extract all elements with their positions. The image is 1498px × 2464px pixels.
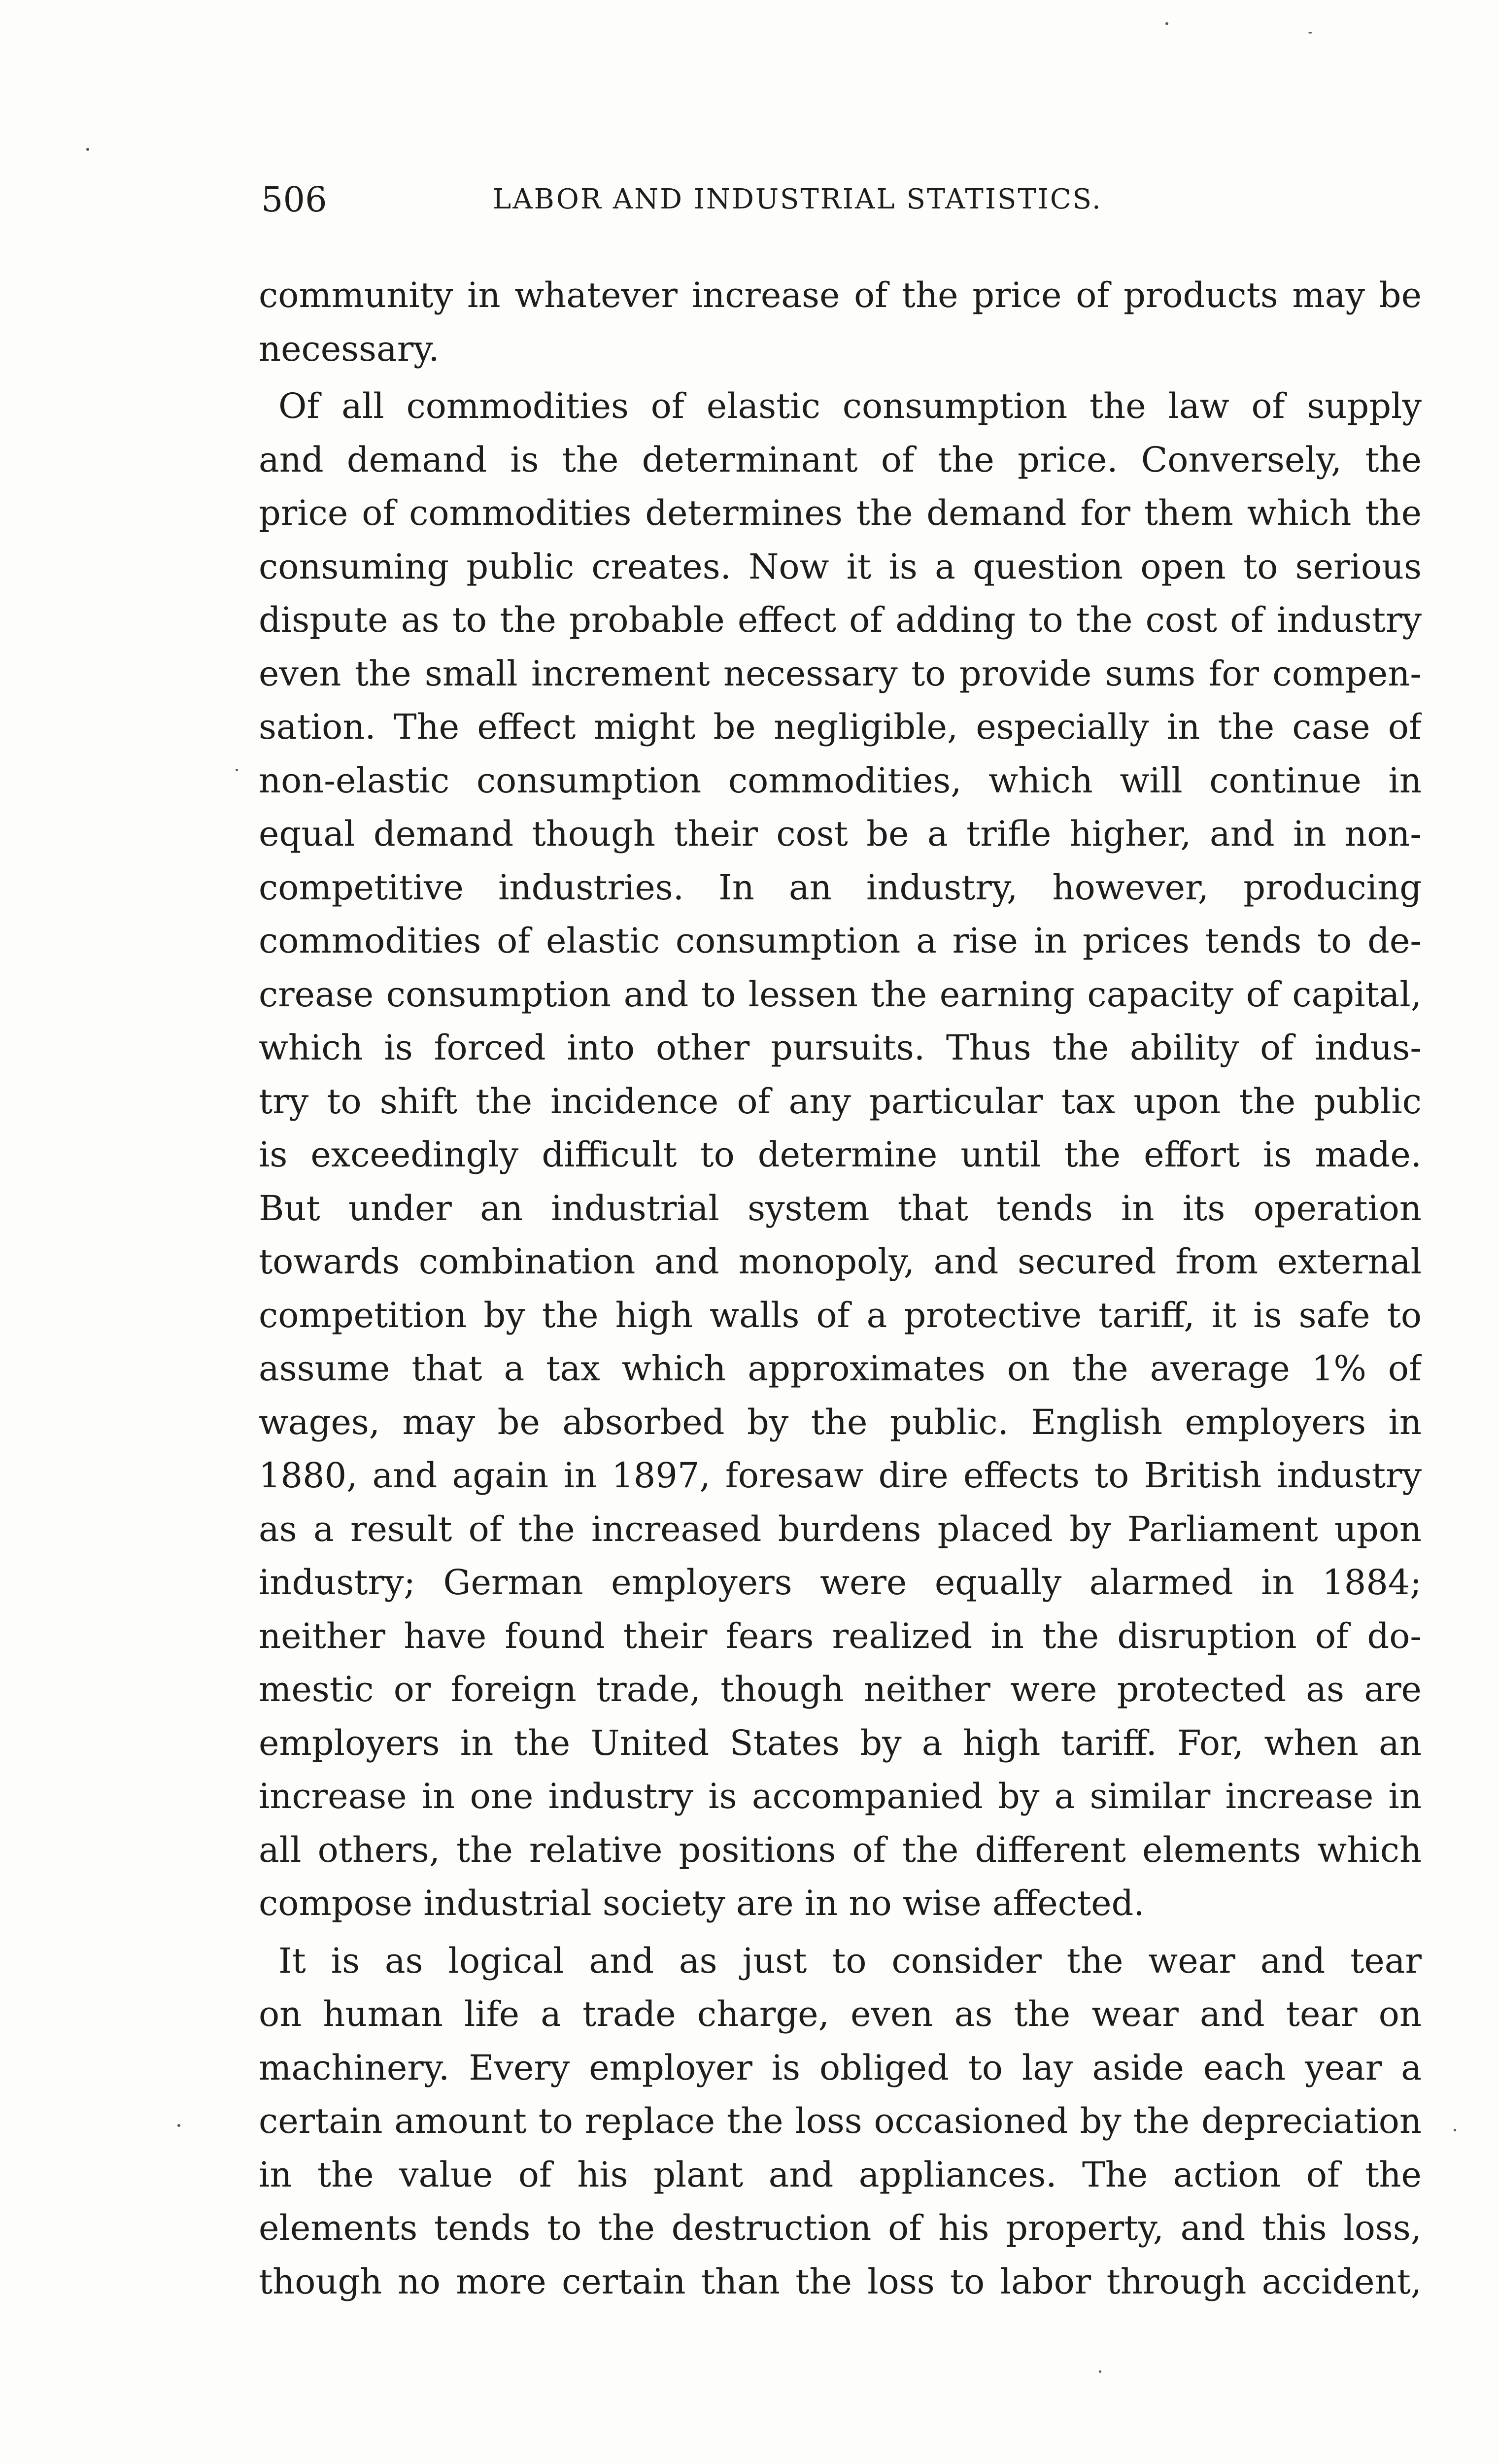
text-line: sation. The effect might be negligible, especially in the case of bbox=[259, 707, 1422, 747]
scan-speck bbox=[177, 2124, 180, 2127]
running-title: LABOR AND INDUSTRIAL STATISTICS. bbox=[493, 183, 1102, 215]
text-line: Of all commodities of elastic consumption the law of supply bbox=[278, 386, 1422, 426]
text-line: But under an industrial system that tends in its operation bbox=[259, 1188, 1422, 1229]
text-line: consuming public creates. Now it is a question open to serious bbox=[259, 546, 1422, 587]
scan-speck bbox=[236, 769, 238, 771]
text-line: It is as logical and as just to consider the wear and tear bbox=[278, 1940, 1422, 1981]
text-line: elements tends to the destruction of his property, and this loss, bbox=[259, 2208, 1422, 2248]
text-line: mestic or foreign trade, though neither were protected as are bbox=[259, 1669, 1422, 1710]
text-line: towards combination and monopoly, and secured from external bbox=[259, 1241, 1422, 1282]
paragraph-gap bbox=[259, 1930, 1422, 1934]
text-line: is exceedingly difficult to determine until the effort is made. bbox=[259, 1134, 1422, 1175]
text-line: price of commodities determines the demand for them which the bbox=[259, 493, 1422, 533]
paragraph bbox=[259, 269, 1422, 376]
text-line: and demand is the determinant of the price. Conversely, the bbox=[259, 439, 1422, 480]
scan-speck bbox=[1308, 32, 1312, 34]
text-line: all others, the relative positions of the different elements which bbox=[259, 1829, 1422, 1870]
text-line: on human life a trade charge, even as the wear and tear on bbox=[259, 1994, 1422, 2034]
scan-speck bbox=[86, 148, 89, 151]
text-line: equal demand though their cost be a trifle higher, and in non- bbox=[259, 814, 1422, 854]
body-text bbox=[259, 269, 1422, 2308]
text-line: industry; German employers were equally alarmed in 1884; bbox=[259, 1562, 1422, 1603]
page-number: 506 bbox=[261, 179, 327, 220]
text-line: increase in one industry is accompanied by a similar increase in bbox=[259, 1776, 1422, 1816]
text-line: community in whatever increase of the price of products may be bbox=[259, 275, 1422, 315]
text-line: dispute as to the probable effect of adding to the cost of industry bbox=[259, 600, 1422, 640]
text-line: though no more certain than the loss to labor through accident, bbox=[259, 2261, 1422, 2302]
text-line: compose industrial society are in no wise affected. bbox=[259, 1883, 1145, 1923]
scan-speck bbox=[1165, 22, 1168, 25]
text-line: wages, may be absorbed by the public. English employers in bbox=[259, 1402, 1422, 1442]
text-line: employers in the United States by a high tariff. For, when an bbox=[259, 1722, 1422, 1763]
text-line: necessary. bbox=[259, 328, 440, 369]
text-line: 1880, and again in 1897, foresaw dire effects to British industry bbox=[259, 1455, 1422, 1496]
text-line: neither have found their fears realized in the disruption of do- bbox=[259, 1615, 1422, 1656]
text-line: even the small increment necessary to provide sums for compen- bbox=[259, 653, 1422, 694]
paragraph-gap bbox=[259, 376, 1422, 379]
page-header bbox=[261, 172, 1197, 227]
text-line: certain amount to replace the loss occasioned by the depreciation bbox=[259, 2101, 1422, 2141]
text-line: as a result of the increased burdens placed by Parliament upon bbox=[259, 1508, 1422, 1549]
text-line: in the value of his plant and appliances. The action of the bbox=[259, 2154, 1422, 2195]
text-line: machinery. Every employer is obliged to lay aside each year a bbox=[259, 2047, 1422, 2088]
text-line: assume that a tax which approximates on the average 1% of bbox=[259, 1348, 1422, 1389]
scan-speck bbox=[1099, 2370, 1101, 2373]
paragraph bbox=[259, 1934, 1422, 2309]
text-line: competitive industries. In an industry, however, producing bbox=[259, 867, 1422, 908]
text-line: crease consumption and to lessen the earning capacity of capital, bbox=[259, 974, 1422, 1015]
text-line: competition by the high walls of a protective tariff, it is safe to bbox=[259, 1295, 1422, 1335]
text-line: try to shift the incidence of any particular tax upon the public bbox=[259, 1081, 1422, 1122]
text-line: which is forced into other pursuits. Thus the ability of indus- bbox=[259, 1027, 1422, 1068]
paragraph bbox=[259, 379, 1422, 1930]
text-line: non-elastic consumption commodities, which will continue in bbox=[259, 760, 1422, 801]
scan-speck bbox=[1454, 2129, 1456, 2131]
text-line: commodities of elastic consumption a rise in prices tends to de- bbox=[259, 921, 1422, 961]
